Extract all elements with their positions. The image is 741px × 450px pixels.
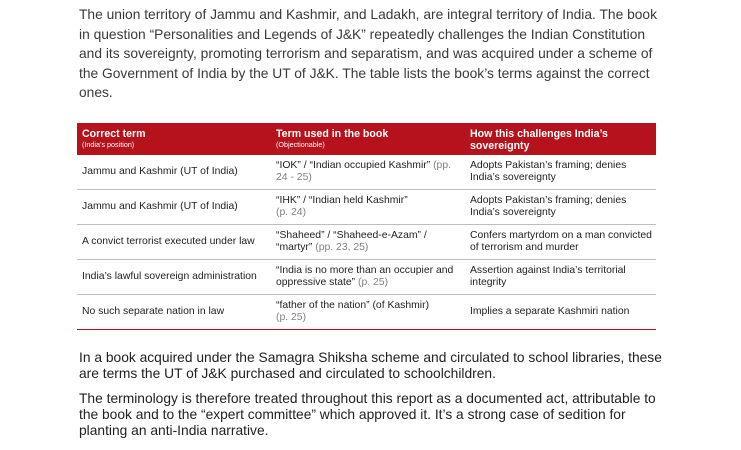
header-term-used xyxy=(271,123,465,155)
table-row xyxy=(77,155,656,190)
header-challenge xyxy=(465,123,656,155)
table-row xyxy=(77,190,656,225)
term-text: “Shaheed” / “Shaheed-e-Azam” / “martyr” xyxy=(276,229,427,253)
body-paragraph: The terminology is therefore treated throughout this report as a documented act, attributable to the book and to the “expert committee” which approved it. It’s a strong case of sedition for planting an anti-India narrative. xyxy=(79,391,656,438)
table-row xyxy=(77,295,656,330)
body-paragraph: In a book acquired under the Samagra Shiksha scheme and circulated to school libraries, these are terms the UT of J&K purchased and circulated to schoolchildren. xyxy=(79,350,662,381)
page-reference: (pp. 23, 25) xyxy=(315,242,369,253)
cell-correct-term: Jammu and Kashmir (UT of India) xyxy=(77,155,271,190)
page-reference: (p. 25) xyxy=(358,277,389,288)
page-reference: (pp. 24 - 25) xyxy=(276,159,451,183)
terms-table xyxy=(77,123,656,330)
cell-challenge: Adopts Pakistan’s framing; denies India’s sovereignty xyxy=(465,190,656,225)
page-reference: (p. 25) xyxy=(276,312,307,323)
cell-term-used xyxy=(271,155,465,190)
cell-challenge: Confers martyrdom on a man convicted of terrorism and murder xyxy=(465,225,656,260)
table-row xyxy=(77,225,656,260)
cell-correct-term: India’s lawful sovereign administration xyxy=(77,260,271,295)
header-label: Correct term xyxy=(82,128,146,140)
header-label: Term used in the book xyxy=(276,128,389,140)
cell-correct-term: A convict terrorist executed under law xyxy=(77,225,271,260)
cell-challenge: Implies a separate Kashmiri nation xyxy=(465,295,656,330)
table-row xyxy=(77,260,656,295)
term-text: “IOK” / “Indian occupied Kashmir” xyxy=(276,159,431,171)
cell-term-used xyxy=(271,260,465,295)
cell-challenge: Assertion against India’s territorial integrity xyxy=(465,260,656,295)
cell-challenge: Adopts Pakistan’s framing; denies India’s sovereignty xyxy=(465,155,656,190)
cell-term-used xyxy=(271,190,465,225)
page-reference: (p. 24) xyxy=(276,207,307,218)
header-sub: (Objectionable) xyxy=(276,140,325,149)
header-label: How this challenges India’s sovereignty xyxy=(470,128,608,152)
table-header-row xyxy=(77,123,656,155)
header-correct-term xyxy=(77,123,271,155)
term-text: “father of the nation” (of Kashmir) xyxy=(276,299,430,311)
term-text: “India is no more than an occupier and oppressive state” xyxy=(276,264,454,288)
header-sub: (India’s position) xyxy=(82,140,135,149)
term-text: “IHK” / “Indian held Kashmir” xyxy=(276,194,408,206)
intro-paragraph: The union territory of Jammu and Kashmir, and Ladakh, are integral territory of India. The book in question “Personalities and Legends of J&K” repeatedly challenges the Indian Constitution and its sovereignty, promoting terrorism and separatism, and was acquired under a scheme of the Government of India by the UT of J&K. The table lists the book’s terms against the correct ones. xyxy=(79,7,657,100)
cell-term-used xyxy=(271,295,465,330)
cell-correct-term: Jammu and Kashmir (UT of India) xyxy=(77,190,271,225)
cell-term-used xyxy=(271,225,465,260)
cell-correct-term: No such separate nation in law xyxy=(77,295,271,330)
